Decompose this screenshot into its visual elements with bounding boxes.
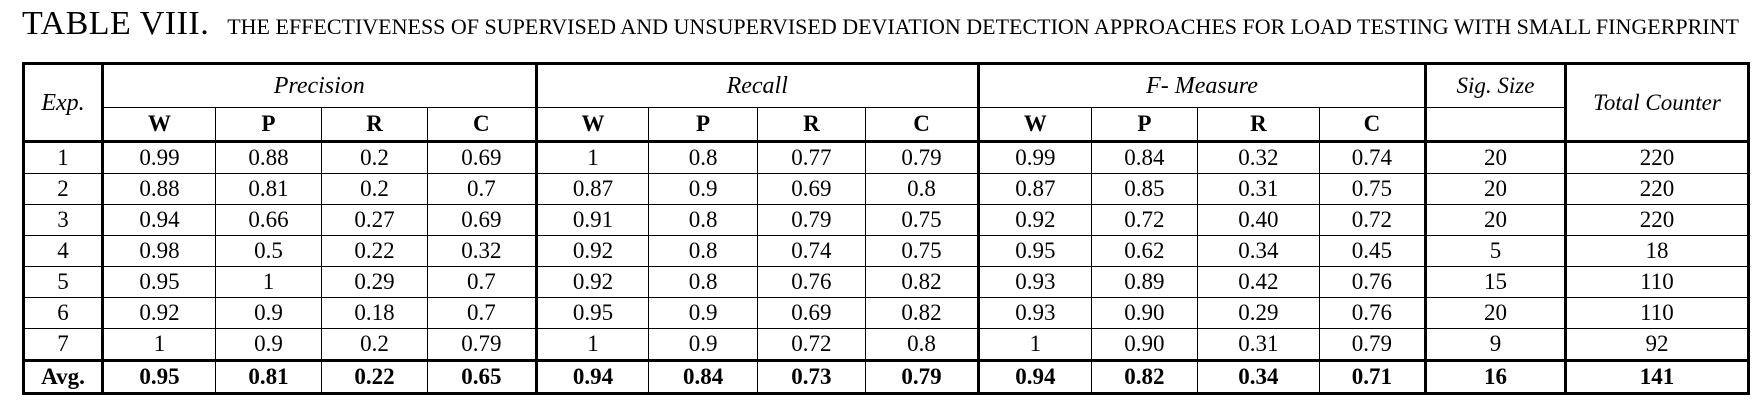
- precision-r-cell: 0.2: [322, 329, 428, 361]
- sig-size-cell: 20: [1425, 174, 1565, 205]
- total-counter-cell: 220: [1565, 205, 1748, 236]
- fmeasure-p-header: P: [1091, 108, 1197, 142]
- recall-c-cell: 0.75: [866, 236, 979, 267]
- table-row: [24, 142, 1749, 174]
- recall-w-cell: 0.95: [536, 298, 649, 329]
- exp-cell: 7: [24, 329, 103, 361]
- exp-cell: 1: [24, 142, 103, 174]
- avg-recall-w-cell: 0.94: [536, 361, 649, 394]
- recall-r-cell: 0.69: [757, 298, 865, 329]
- exp-header: Exp.: [24, 64, 103, 142]
- sig-size-cell: 5: [1425, 236, 1565, 267]
- precision-p-cell: 1: [215, 267, 321, 298]
- precision-header: Precision: [103, 64, 537, 108]
- recall-w-cell: 1: [536, 329, 649, 361]
- table-row: [24, 174, 1749, 205]
- fmeasure-r-cell: 0.32: [1197, 142, 1319, 174]
- precision-r-cell: 0.22: [322, 236, 428, 267]
- recall-c-cell: 0.82: [866, 298, 979, 329]
- recall-w-cell: 0.87: [536, 174, 649, 205]
- fmeasure-w-header: W: [978, 108, 1091, 142]
- precision-w-cell: 0.99: [103, 142, 216, 174]
- fmeasure-p-cell: 0.90: [1091, 329, 1197, 361]
- precision-r-cell: 0.2: [322, 142, 428, 174]
- fmeasure-c-cell: 0.76: [1319, 267, 1425, 298]
- fmeasure-r-cell: 0.42: [1197, 267, 1319, 298]
- exp-cell: 4: [24, 236, 103, 267]
- total-counter-cell: 92: [1565, 329, 1748, 361]
- recall-w-cell: 0.92: [536, 236, 649, 267]
- exp-cell: 3: [24, 205, 103, 236]
- precision-c-cell: 0.7: [428, 298, 536, 329]
- avg-fmeasure-r-cell: 0.34: [1197, 361, 1319, 394]
- avg-recall-r-cell: 0.73: [757, 361, 865, 394]
- recall-r-cell: 0.79: [757, 205, 865, 236]
- recall-w-cell: 0.91: [536, 205, 649, 236]
- table-title: THE EFFECTIVENESS OF SUPERVISED AND UNSUPERVISED DEVIATION DETECTION APPROACHES FOR LOAD TESTING WITH SMALL FINGERPRINT: [227, 14, 1739, 39]
- fmeasure-p-cell: 0.72: [1091, 205, 1197, 236]
- group-header-row: [24, 64, 1749, 108]
- fmeasure-c-cell: 0.75: [1319, 174, 1425, 205]
- avg-precision-p-cell: 0.81: [215, 361, 321, 394]
- precision-p-cell: 0.9: [215, 329, 321, 361]
- recall-p-cell: 0.9: [649, 298, 757, 329]
- fmeasure-c-cell: 0.74: [1319, 142, 1425, 174]
- fmeasure-p-cell: 0.85: [1091, 174, 1197, 205]
- fmeasure-w-cell: 0.93: [978, 267, 1091, 298]
- avg-label-cell: Avg.: [24, 361, 103, 394]
- precision-r-header: R: [322, 108, 428, 142]
- precision-w-cell: 0.95: [103, 267, 216, 298]
- recall-p-cell: 0.9: [649, 329, 757, 361]
- precision-c-cell: 0.7: [428, 267, 536, 298]
- precision-c-cell: 0.69: [428, 205, 536, 236]
- recall-r-cell: 0.74: [757, 236, 865, 267]
- results-table: [22, 62, 1750, 395]
- recall-r-cell: 0.69: [757, 174, 865, 205]
- precision-p-cell: 0.88: [215, 142, 321, 174]
- fmeasure-r-header: R: [1197, 108, 1319, 142]
- total-counter-header: Total Counter: [1565, 64, 1748, 142]
- sig-size-header: Sig. Size: [1425, 64, 1565, 108]
- fmeasure-c-cell: 0.79: [1319, 329, 1425, 361]
- fmeasure-r-cell: 0.34: [1197, 236, 1319, 267]
- exp-cell: 5: [24, 267, 103, 298]
- recall-p-cell: 0.8: [649, 267, 757, 298]
- table-row: [24, 329, 1749, 361]
- fmeasure-p-cell: 0.84: [1091, 142, 1197, 174]
- precision-c-header: C: [428, 108, 536, 142]
- fmeasure-p-cell: 0.90: [1091, 298, 1197, 329]
- fmeasure-w-cell: 0.93: [978, 298, 1091, 329]
- sig-size-cell: 15: [1425, 267, 1565, 298]
- avg-fmeasure-p-cell: 0.82: [1091, 361, 1197, 394]
- exp-cell: 2: [24, 174, 103, 205]
- recall-c-header: C: [866, 108, 979, 142]
- recall-p-cell: 0.9: [649, 174, 757, 205]
- recall-p-cell: 0.8: [649, 236, 757, 267]
- fmeasure-w-cell: 1: [978, 329, 1091, 361]
- avg-precision-r-cell: 0.22: [322, 361, 428, 394]
- fmeasure-p-cell: 0.89: [1091, 267, 1197, 298]
- precision-p-cell: 0.66: [215, 205, 321, 236]
- table-row: [24, 205, 1749, 236]
- fmeasure-c-cell: 0.45: [1319, 236, 1425, 267]
- average-row: [24, 361, 1749, 394]
- precision-r-cell: 0.18: [322, 298, 428, 329]
- recall-p-header: P: [649, 108, 757, 142]
- precision-w-cell: 0.98: [103, 236, 216, 267]
- recall-p-cell: 0.8: [649, 142, 757, 174]
- fmeasure-r-cell: 0.40: [1197, 205, 1319, 236]
- avg-recall-c-cell: 0.79: [866, 361, 979, 394]
- recall-c-cell: 0.8: [866, 174, 979, 205]
- recall-w-cell: 0.92: [536, 267, 649, 298]
- avg-fmeasure-w-cell: 0.94: [978, 361, 1091, 394]
- table-caption: [22, 4, 1752, 50]
- total-counter-cell: 110: [1565, 267, 1748, 298]
- sub-header-row: [24, 108, 1749, 142]
- fmeasure-w-cell: 0.87: [978, 174, 1091, 205]
- total-counter-cell: 110: [1565, 298, 1748, 329]
- recall-w-header: W: [536, 108, 649, 142]
- recall-c-cell: 0.75: [866, 205, 979, 236]
- avg-recall-p-cell: 0.84: [649, 361, 757, 394]
- precision-w-header: W: [103, 108, 216, 142]
- table-row: [24, 298, 1749, 329]
- avg-precision-w-cell: 0.95: [103, 361, 216, 394]
- precision-w-cell: 1: [103, 329, 216, 361]
- sig-size-cell: 9: [1425, 329, 1565, 361]
- fmeasure-r-cell: 0.29: [1197, 298, 1319, 329]
- recall-r-cell: 0.76: [757, 267, 865, 298]
- precision-w-cell: 0.88: [103, 174, 216, 205]
- fmeasure-r-cell: 0.31: [1197, 174, 1319, 205]
- table-row: [24, 267, 1749, 298]
- recall-header: Recall: [536, 64, 978, 108]
- precision-p-cell: 0.9: [215, 298, 321, 329]
- fmeasure-p-cell: 0.62: [1091, 236, 1197, 267]
- precision-p-header: P: [215, 108, 321, 142]
- fmeasure-c-header: C: [1319, 108, 1425, 142]
- fmeasure-header: F- Measure: [978, 64, 1425, 108]
- fmeasure-c-cell: 0.72: [1319, 205, 1425, 236]
- recall-r-cell: 0.72: [757, 329, 865, 361]
- avg-sig-size-cell: 16: [1425, 361, 1565, 394]
- total-counter-cell: 18: [1565, 236, 1748, 267]
- recall-c-cell: 0.79: [866, 142, 979, 174]
- precision-c-cell: 0.32: [428, 236, 536, 267]
- recall-p-cell: 0.8: [649, 205, 757, 236]
- sig-size-cell: 20: [1425, 298, 1565, 329]
- precision-p-cell: 0.81: [215, 174, 321, 205]
- precision-c-cell: 0.69: [428, 142, 536, 174]
- precision-c-cell: 0.7: [428, 174, 536, 205]
- table-row: [24, 236, 1749, 267]
- sig-size-cell: 20: [1425, 205, 1565, 236]
- fmeasure-c-cell: 0.76: [1319, 298, 1425, 329]
- precision-r-cell: 0.29: [322, 267, 428, 298]
- recall-r-header: R: [757, 108, 865, 142]
- precision-r-cell: 0.2: [322, 174, 428, 205]
- recall-c-cell: 0.8: [866, 329, 979, 361]
- recall-w-cell: 1: [536, 142, 649, 174]
- fmeasure-w-cell: 0.95: [978, 236, 1091, 267]
- recall-c-cell: 0.82: [866, 267, 979, 298]
- fmeasure-w-cell: 0.92: [978, 205, 1091, 236]
- sig-size-cell: 20: [1425, 142, 1565, 174]
- sig-size-subheader-empty: [1425, 108, 1565, 142]
- precision-p-cell: 0.5: [215, 236, 321, 267]
- precision-w-cell: 0.92: [103, 298, 216, 329]
- avg-total-counter-cell: 141: [1565, 361, 1748, 394]
- fmeasure-r-cell: 0.31: [1197, 329, 1319, 361]
- precision-c-cell: 0.79: [428, 329, 536, 361]
- total-counter-cell: 220: [1565, 174, 1748, 205]
- avg-precision-c-cell: 0.65: [428, 361, 536, 394]
- avg-fmeasure-c-cell: 0.71: [1319, 361, 1425, 394]
- precision-w-cell: 0.94: [103, 205, 216, 236]
- total-counter-cell: 220: [1565, 142, 1748, 174]
- table-label: TABLE VIII.: [22, 5, 210, 42]
- recall-r-cell: 0.77: [757, 142, 865, 174]
- exp-cell: 6: [24, 298, 103, 329]
- fmeasure-w-cell: 0.99: [978, 142, 1091, 174]
- precision-r-cell: 0.27: [322, 205, 428, 236]
